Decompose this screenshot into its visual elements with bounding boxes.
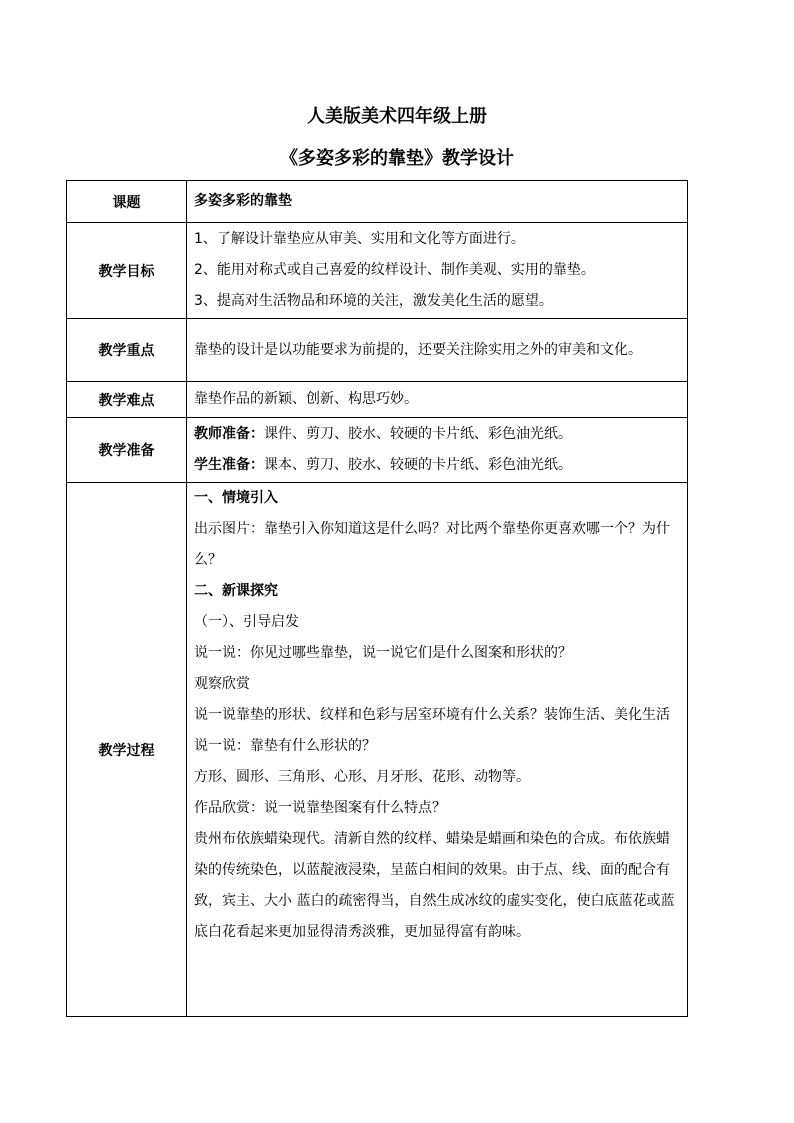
- value-key-points: [187, 319, 688, 382]
- section1-text: 出示图片：靠垫引入你知道这是什么吗？对比两个靠垫你更喜欢哪一个？为什么？: [194, 521, 670, 568]
- goal-item: 1、了解设计靠垫应从审美、实用和文化等方面进行。: [194, 231, 525, 247]
- process-paragraph: 说一说靠垫的形状、纹样和色彩与居室环境有什么关系？装饰生活、美化生活: [194, 707, 670, 723]
- value-process: [187, 483, 688, 1017]
- topic-text: 多姿多彩的靠垫: [194, 193, 292, 209]
- row-preparation: [67, 418, 688, 483]
- value-difficulties: [187, 382, 688, 418]
- subsection1-heading: （一）、引导启发: [194, 614, 299, 630]
- label-goals: 教学目标: [67, 223, 187, 319]
- row-difficulties: [67, 382, 688, 418]
- student-preparation-label: 学生准备：: [194, 457, 264, 473]
- teacher-preparation: [194, 419, 681, 450]
- student-preparation: [194, 450, 681, 481]
- label-process: 教学过程: [67, 483, 187, 1017]
- difficulties-text: 靠垫作品的新颖、创新、构思巧妙。: [194, 391, 418, 407]
- goal-item: 2、能用对称式或自己喜爱的纹样设计、制作美观、实用的靠垫。: [194, 262, 595, 278]
- teacher-preparation-label: 教师准备：: [194, 426, 264, 442]
- value-topic: [187, 181, 688, 223]
- row-goals: [67, 223, 688, 319]
- process-paragraph: 方形、圆形、三角形、心形、月牙形、花形、动物等。: [194, 769, 530, 785]
- lesson-plan-table: [66, 180, 688, 1017]
- section2-heading: 二、新课探究: [194, 583, 278, 599]
- document-title: 人美版美术四年级上册: [307, 106, 487, 127]
- label-difficulties: 教学难点: [67, 382, 187, 418]
- process-paragraph: 说一说：你见过哪些靠垫，说一说它们是什么图案和形状的？: [194, 645, 572, 661]
- label-topic: 课题: [67, 181, 187, 223]
- teacher-preparation-text: 课件、剪刀、胶水、较硬的卡片纸、彩色油光纸。: [264, 426, 572, 442]
- process-paragraph: 说一说：靠垫有什么形状的？: [194, 738, 376, 754]
- process-paragraph: 贵州布依族蜡染现代。清新自然的纹样、蜡染是蜡画和染色的合成。布依族蜡染的传统染色，以蓝靛液浸染，呈蓝白相间的效果。由于点、线、面的配合有致，宾主、大小 蓝白的疏密得当，自然生成冰纹的虚实变化，使白底蓝花或蓝底白花看起来更加显得清秀淡雅，更加显得富有韵味。: [194, 831, 675, 940]
- row-process: [67, 483, 688, 1017]
- process-paragraph: 作品欣赏：说一说靠垫图案有什么特点？: [194, 800, 446, 816]
- section1-heading: 一、情境引入: [194, 490, 278, 506]
- label-preparation: 教学准备: [67, 418, 187, 483]
- value-goals: [187, 223, 688, 319]
- student-preparation-text: 课本、剪刀、胶水、较硬的卡片纸、彩色油光纸。: [264, 457, 572, 473]
- key-points-text: 靠垫的设计是以功能要求为前提的，还要关注除实用之外的审美和文化。: [194, 341, 642, 358]
- row-key-points: [67, 319, 688, 382]
- document-subtitle: 《多姿多彩的靠垫》教学设计: [280, 148, 514, 169]
- goal-item: 3、提高对生活物品和环境的关注，激发美化生活的愿望。: [194, 293, 553, 309]
- row-topic: [67, 181, 688, 223]
- process-paragraph: 观察欣赏: [194, 676, 250, 692]
- label-key-points: 教学重点: [67, 319, 187, 382]
- value-preparation: [187, 418, 688, 483]
